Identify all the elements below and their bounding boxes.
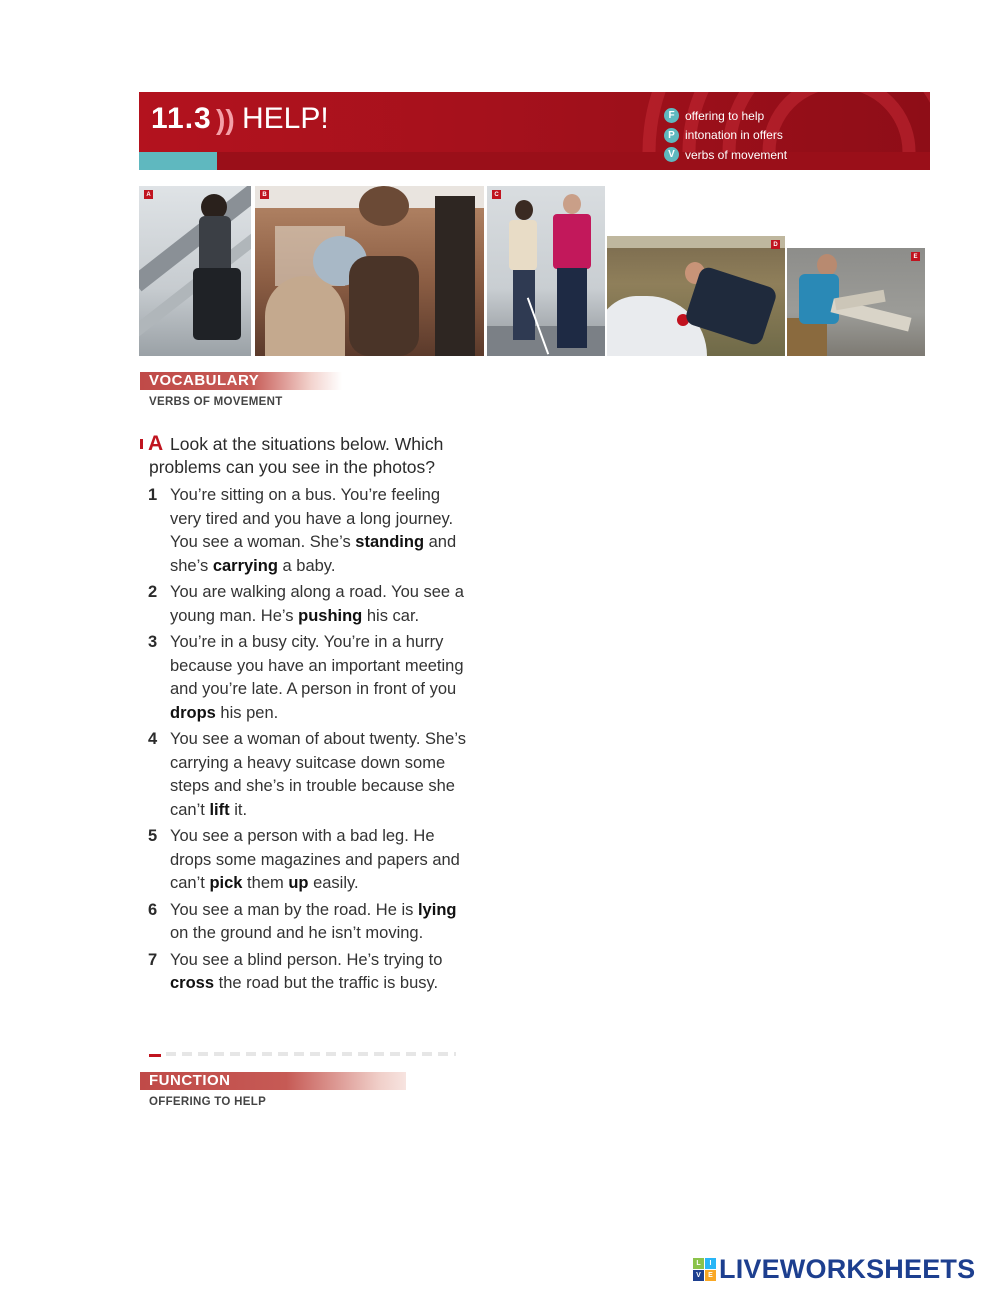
- exercise-question: Look at the situations below. Which problems can you see in the photos?: [149, 434, 444, 477]
- key-verb: drops: [170, 703, 216, 722]
- item-text: You see a person with a bad leg. He drops some magazines and papers and can’t pick them up easily.: [170, 827, 460, 892]
- key-verb: pushing: [298, 606, 363, 625]
- objective-text: verbs of movement: [685, 147, 788, 162]
- photo-label: A: [144, 190, 153, 199]
- lesson-header-banner: [139, 92, 930, 170]
- key-verb: pick: [209, 874, 243, 892]
- exercise-b-marker: [149, 1054, 161, 1057]
- item-text: You see a man by the road. He is lying on the ground and he isn’t moving.: [170, 900, 457, 942]
- vocabulary-heading: VOCABULARY: [140, 372, 342, 390]
- key-verb: cross: [170, 974, 215, 992]
- item-text: You are walking along a road. You see a young man. He’s pushing his car.: [170, 583, 464, 625]
- list-item: [148, 484, 468, 578]
- item-number: 5: [148, 827, 158, 845]
- item-number: 3: [148, 633, 158, 651]
- logo-squares-icon: L I V E: [693, 1258, 716, 1281]
- photo-d: [607, 236, 785, 356]
- exercise-marker: [140, 439, 143, 449]
- item-text: You see a blind person. He’s trying to cross the road but the traffic is busy.: [170, 950, 443, 992]
- list-item: [148, 899, 468, 946]
- objective-text: offering to help: [685, 108, 765, 123]
- objective-function: [664, 106, 787, 126]
- item-text: You’re sitting on a bus. You’re feeling very tired and you have a long journey. You see a woman. She’s standing and she’s carrying a baby.: [170, 486, 457, 575]
- photo-e: [787, 248, 925, 356]
- item-number: 2: [148, 583, 158, 601]
- key-verb: up: [288, 874, 309, 892]
- photo-label: B: [260, 190, 269, 199]
- function-heading: FUNCTION: [140, 1072, 406, 1090]
- photo-c: [487, 186, 605, 356]
- objective-vocabulary: [664, 145, 787, 165]
- photo-label: C: [492, 190, 501, 199]
- list-item: [148, 949, 468, 996]
- list-item: [148, 728, 468, 822]
- lesson-objectives: [664, 106, 787, 165]
- photo-label: D: [771, 240, 780, 249]
- sound-wave-icon: )): [216, 104, 235, 135]
- list-item: [148, 581, 468, 628]
- item-number: 7: [148, 950, 158, 969]
- objective-text: intonation in offers: [685, 128, 783, 143]
- list-item: [148, 631, 468, 725]
- item-number: 4: [148, 730, 158, 748]
- lesson-title: HELP!: [242, 102, 329, 135]
- function-badge-icon: F: [664, 108, 679, 123]
- logo-text: LIVEWORKSHEETS: [719, 1254, 976, 1284]
- item-number: 1: [148, 486, 158, 504]
- key-verb: lift: [209, 800, 230, 819]
- key-verb: standing: [355, 533, 425, 551]
- photo-label: E: [911, 252, 920, 261]
- objective-pronunciation: [664, 126, 787, 146]
- exercise-items: [148, 484, 468, 999]
- list-item: [148, 825, 468, 896]
- key-verb: lying: [417, 900, 457, 919]
- item-number: 6: [148, 900, 158, 919]
- key-verb: carrying: [212, 556, 278, 575]
- function-subheading: OFFERING TO HELP: [149, 1096, 267, 1108]
- unit-number: 11.3: [151, 102, 212, 135]
- item-text: You’re in a busy city. You’re in a hurry because you have an important meeting and you’re late. A person in front of you drops his pen.: [170, 633, 464, 722]
- vocabulary-subheading: VERBS OF MOVEMENT: [149, 396, 283, 408]
- pronunciation-badge-icon: P: [664, 128, 679, 143]
- item-text: You see a woman of about twenty. She’s carrying a heavy suitcase down some steps and she’s in trouble because she can’t lift it.: [170, 730, 466, 819]
- photo-a: [139, 186, 251, 356]
- exercise-letter: A: [148, 432, 164, 455]
- vocabulary-badge-icon: V: [664, 147, 679, 162]
- banner-teal-block: [139, 152, 217, 170]
- faded-text-line: [166, 1052, 456, 1056]
- photo-b: [255, 186, 484, 356]
- liveworksheets-logo: [693, 1254, 975, 1285]
- banner-bottom-strip: [217, 152, 930, 170]
